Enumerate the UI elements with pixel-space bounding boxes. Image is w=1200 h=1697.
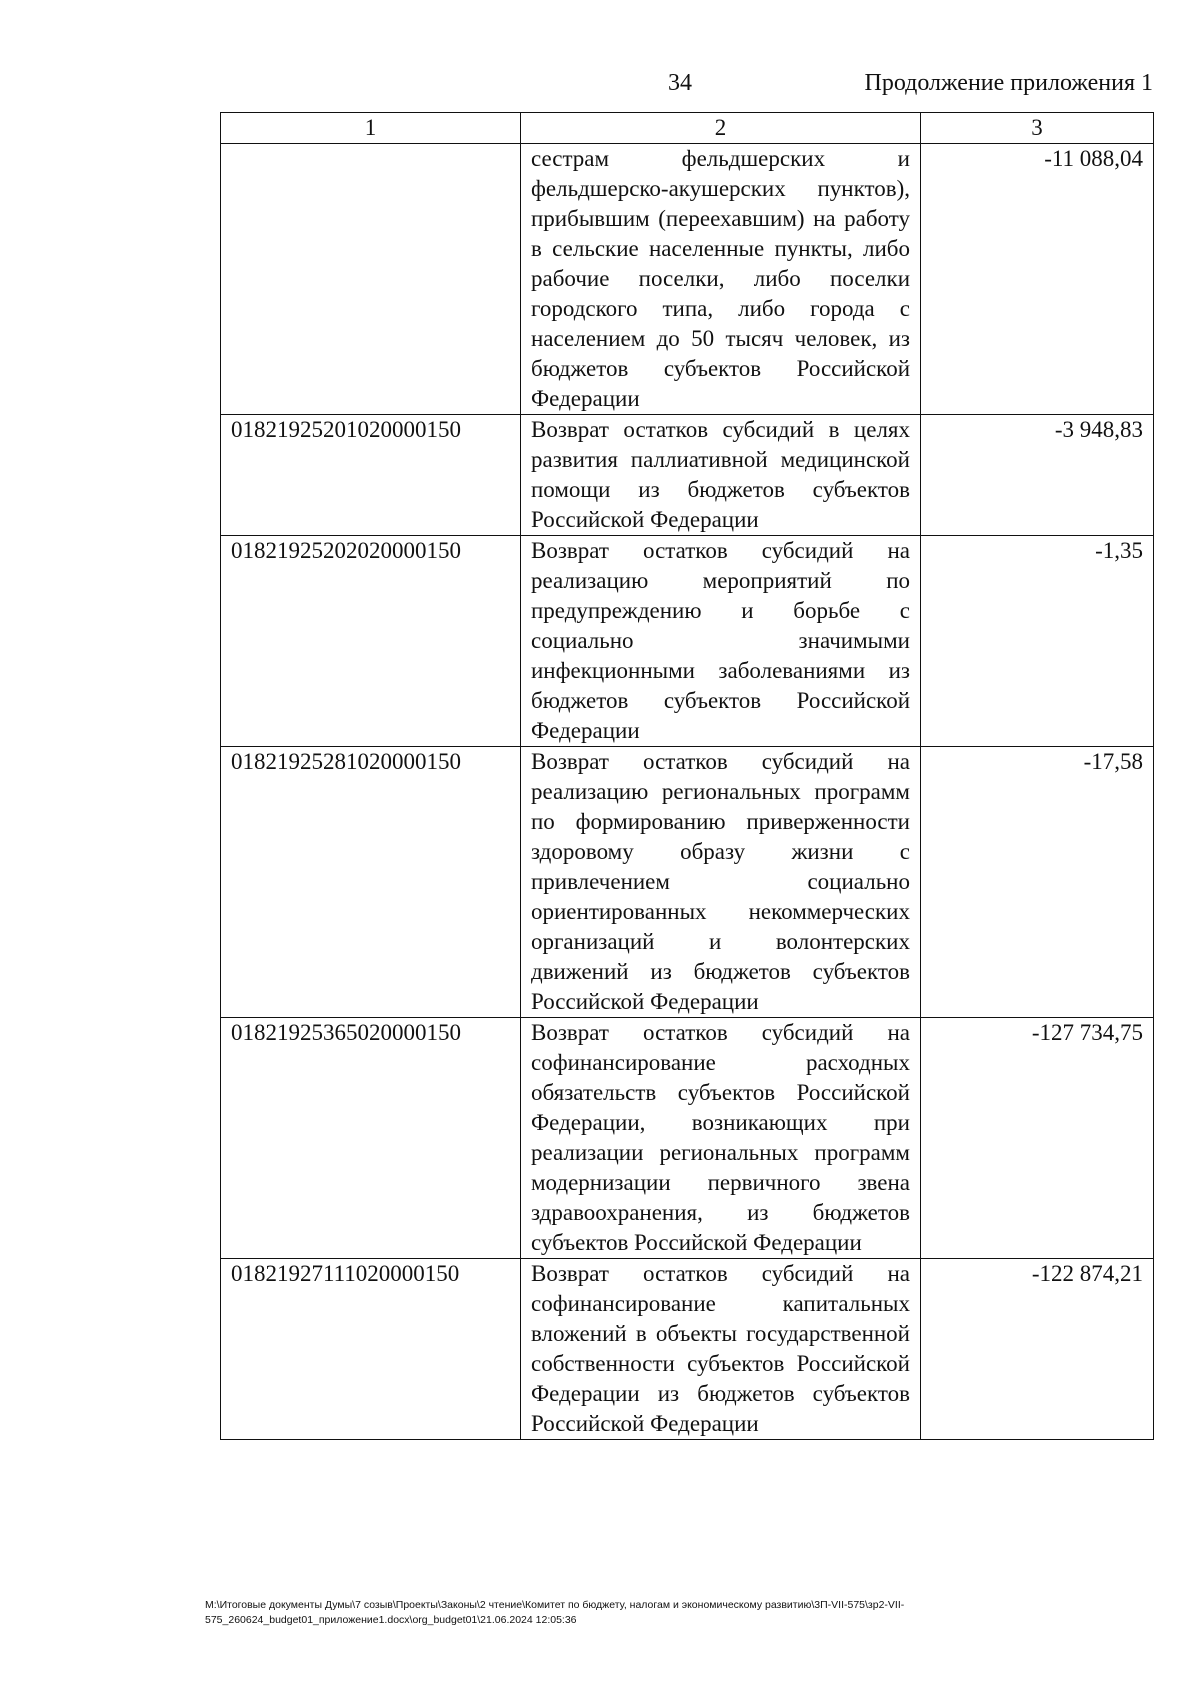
page-header-title: Продолжение приложения 1 <box>864 70 1153 96</box>
row-description: Возврат остатков субсидий на софинансирование расходных обязательств субъектов Российской Федерации, возникающих при реализации региональных программ модернизации первичного звена здравоохранения, из бюджетов субъектов Российской Федерации <box>521 1018 921 1259</box>
row-code: 01821925365020000150 <box>221 1018 521 1259</box>
row-amount: -11 088,04 <box>921 144 1154 415</box>
table-row <box>221 1259 1154 1440</box>
row-description: Возврат остатков субсидий на реализацию региональных программ по формированию приверженности здоровому образу жизни с привлечением социально ориентированных некоммерческих организаций и волонтерских движений из бюджетов субъектов Российской Федерации <box>521 747 921 1018</box>
table-header-row <box>221 113 1154 144</box>
page-number: 34 <box>668 70 692 96</box>
table-row <box>221 747 1154 1018</box>
column-header-1: 1 <box>221 113 521 144</box>
row-description: Возврат остатков субсидий в целях развития паллиативной медицинской помощи из бюджетов субъектов Российской Федерации <box>521 415 921 536</box>
row-amount: -3 948,83 <box>921 415 1154 536</box>
row-description: сестрам фельдшерских и фельдшерско-акушерских пунктов), прибывшим (переехавшим) на работу в сельские населенные пункты, либо рабочие поселки, либо поселки городского типа, либо города с населением до 50 тысяч человек, из бюджетов субъектов Российской Федерации <box>521 144 921 415</box>
row-description: Возврат остатков субсидий на софинансирование капитальных вложений в объекты государственной собственности субъектов Российской Федерации из бюджетов субъектов Российской Федерации <box>521 1259 921 1440</box>
row-amount: -17,58 <box>921 747 1154 1018</box>
table-row <box>221 536 1154 747</box>
table-row <box>221 415 1154 536</box>
row-code: 01821927111020000150 <box>221 1259 521 1440</box>
row-amount: -1,35 <box>921 536 1154 747</box>
row-code: 01821925281020000150 <box>221 747 521 1018</box>
budget-table <box>220 112 1154 1440</box>
row-amount: -122 874,21 <box>921 1259 1154 1440</box>
document-file-path: M:\Итоговые документы Думы\7 созыв\Проекты\Законы\2 чтение\Комитет по бюджету, налогам и экономическому развитию\3П-VII-575\зр2-VII-575_260624_budget01_приложение1.docx\org_budget01\21.06.2024 12:05:36 <box>205 1599 905 1626</box>
column-header-3: 3 <box>921 113 1154 144</box>
row-description: Возврат остатков субсидий на реализацию мероприятий по предупреждению и борьбе с социально значимыми инфекционными заболеваниями из бюджетов субъектов Российской Федерации <box>521 536 921 747</box>
row-amount: -127 734,75 <box>921 1018 1154 1259</box>
column-header-2: 2 <box>521 113 921 144</box>
table-row <box>221 1018 1154 1259</box>
row-code: 01821925201020000150 <box>221 415 521 536</box>
table-row <box>221 144 1154 415</box>
row-code <box>221 144 521 415</box>
row-code: 01821925202020000150 <box>221 536 521 747</box>
